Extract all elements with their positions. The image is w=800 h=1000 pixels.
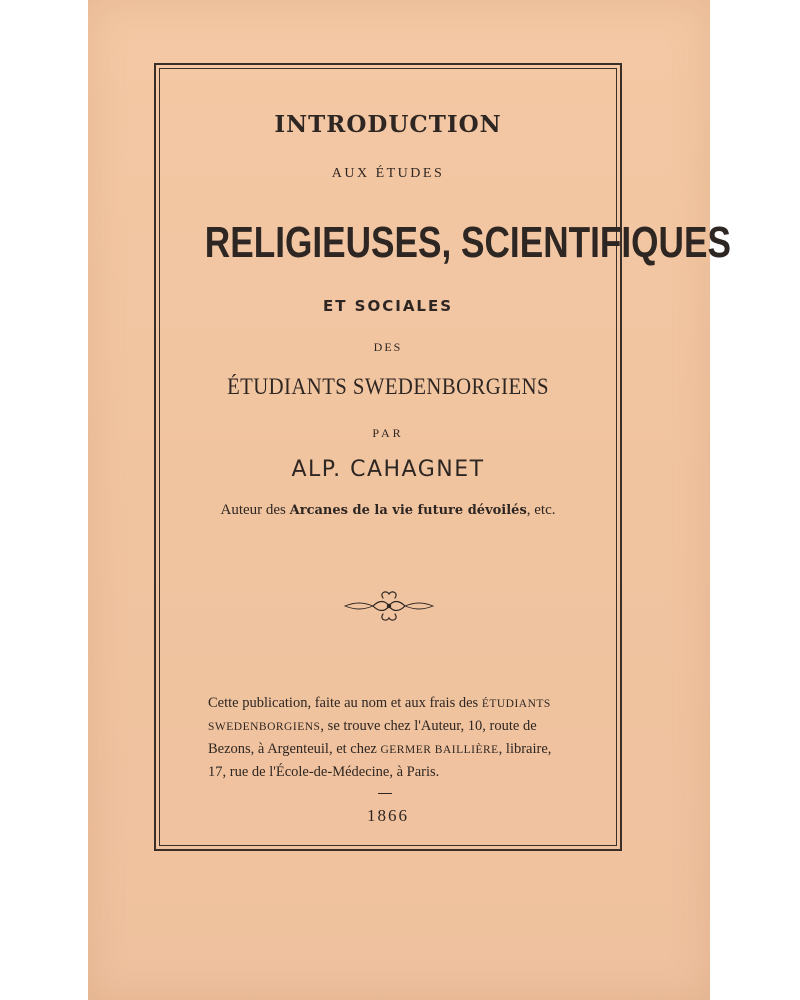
credit-suffix: , etc. (526, 502, 556, 518)
imprint-paragraph (196, 692, 580, 783)
credit-prefix: Auteur des (220, 502, 286, 518)
imprint-line-2: SWEDENBORGIENS, se trouve chez l'Auteur, 10, route de (208, 718, 537, 734)
imprint-line-1: Cette publication, faite au nom et aux frais des ÉTUDIANTS (208, 695, 551, 711)
ornament-flourish-icon (343, 588, 435, 624)
imprint-line-3: Bezons, à Argenteuil, et chez GERMER BAILLIÈRE, libraire, (208, 741, 552, 757)
title-des: DES (373, 340, 403, 354)
imprint-line-4: 17, rue de l'École-de-Médecine, à Paris. (208, 764, 440, 780)
title-etudiants: ÉTUDIANTS SWEDENBORGIENS (227, 374, 549, 399)
author-name: ALP. CAHAGNET (291, 457, 485, 482)
credit-work: Arcanes de la vie future dévoilés (289, 503, 527, 518)
title-main: RELIGIEUSES, SCIENTIFIQUES (204, 218, 731, 267)
title-par: PAR (372, 426, 404, 440)
publication-year: 1866 (367, 806, 409, 825)
author-credit (159, 502, 617, 519)
separator-dash (378, 793, 392, 794)
title-aux-etudes: AUX ÉTUDES (331, 166, 445, 181)
title-introduction: INTRODUCTION (274, 111, 502, 138)
title-et-sociales: ET SOCIALES (322, 297, 454, 315)
